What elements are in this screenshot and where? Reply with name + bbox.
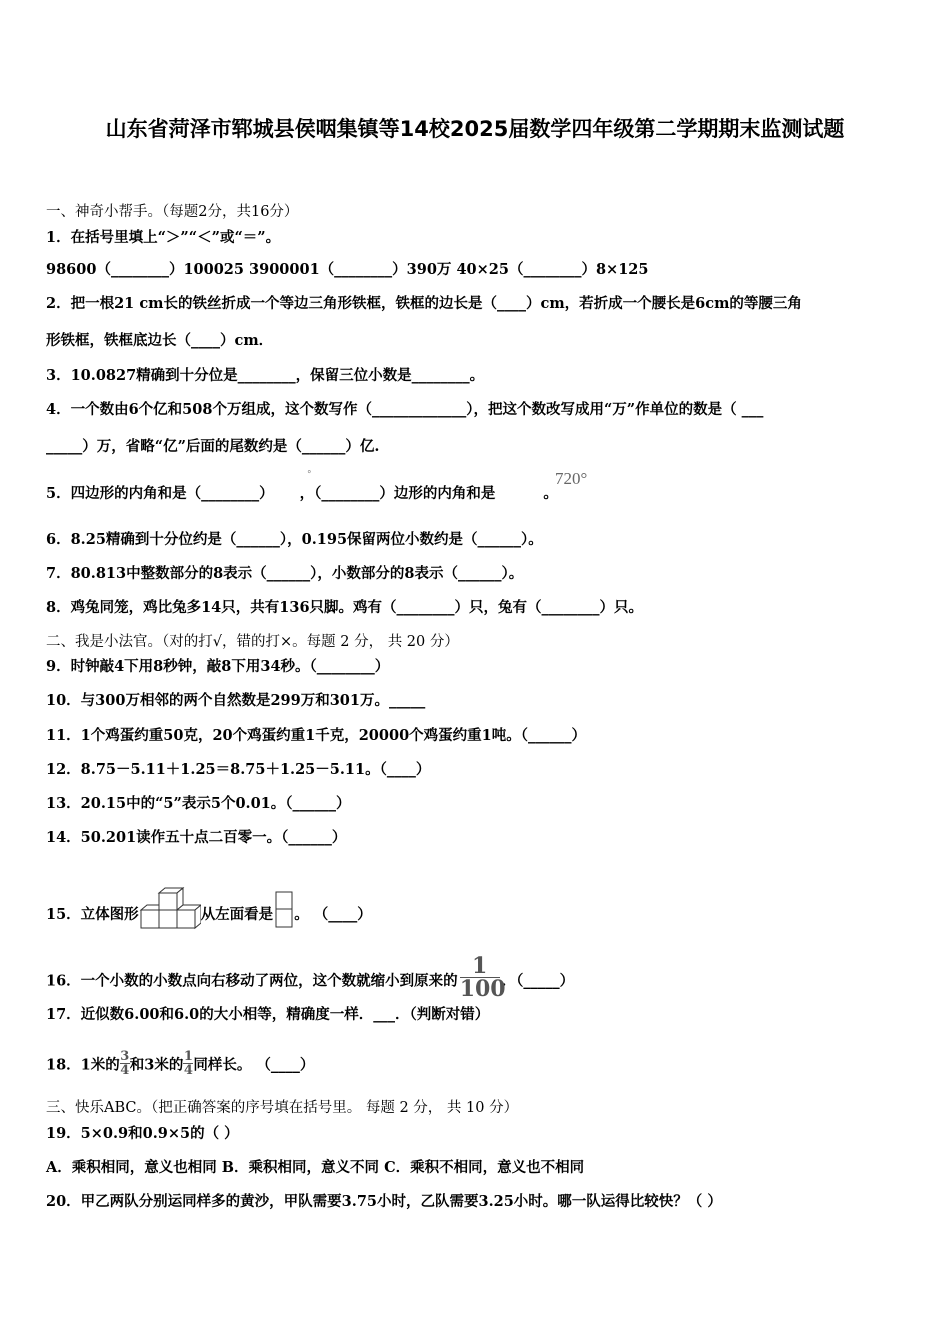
question-3: 3．10.0827精确到十分位是________，保留三位小数是________。 xyxy=(46,367,485,384)
question-18 xyxy=(46,1049,315,1079)
question-1-items: 98600（________）100025 3900001（________）390万 40×25（________）8×125 xyxy=(46,261,649,278)
left-view-figure xyxy=(274,891,294,929)
question-15 xyxy=(46,887,372,931)
question-2-line-2: 形铁框，铁框底边长（____）cm． xyxy=(46,332,274,349)
question-9: 9．时钟敲4下用8秒钟，敲8下用34秒。（________） xyxy=(46,658,390,675)
fraction-numerator: 1 xyxy=(183,1049,193,1064)
question-15-part-a: 15．立体图形 xyxy=(46,906,139,923)
question-5-part-b: ，（________）边形的内角和是 xyxy=(299,485,496,502)
question-14: 14．50.201读作五十点二百零一。（______） xyxy=(46,829,347,846)
fraction-denominator: 4 xyxy=(183,1063,193,1078)
question-13: 13．20.15中的“5”表示5个0.01。（______） xyxy=(46,795,351,812)
question-8: 8．鸡兔同笼，鸡比兔多14只，共有136只脚。鸡有（________）只，兔有（________）只。 xyxy=(46,599,644,616)
question-17: 17．近似数6.00和6.0的大小相等，精确度一样．___．（判断对错） xyxy=(46,1006,490,1023)
question-18-part-c: 同样长。 （____） xyxy=(193,1056,315,1074)
fraction-1-over-100 xyxy=(459,953,506,1002)
question-4-line-1: 4．一个数由6个亿和508个万组成，这个数写作（_____________），把这个数改写成用“万”作单位的数是（ ___ xyxy=(46,401,764,418)
question-16-part-a: 16．一个小数的小数点向右移动了两位，这个数就缩小到原来的 xyxy=(46,972,458,990)
question-5 xyxy=(46,484,558,504)
question-11: 11．1个鸡蛋约重50克，20个鸡蛋约重1千克，20000个鸡蛋约重1吨。（______） xyxy=(46,727,586,744)
question-7: 7．80.813中整数部分的8表示（______），小数部分的8表示（______）。 xyxy=(46,565,524,582)
question-18-part-a: 18．1米的 xyxy=(46,1056,120,1074)
fraction-3-over-4 xyxy=(120,1050,130,1077)
section-2-heading: 二、我是小法官。（对的打√，错的打×。每题 2 分， 共 20 分） xyxy=(46,634,459,650)
question-18-part-b: 和3米的 xyxy=(129,1056,184,1074)
question-19: 19．5×0.9和0.9×5的（ ） xyxy=(46,1125,239,1142)
question-16 xyxy=(46,953,575,1004)
question-16-part-b: ．（_____） xyxy=(501,972,575,990)
question-5-part-c: 。 xyxy=(543,485,558,502)
question-10: 10．与300万相邻的两个自然数是299万和301万。_____ xyxy=(46,692,426,709)
question-2-line-1: 2．把一根21 cm长的铁丝折成一个等边三角形铁框，铁框的边长是（____）cm，若折成一个腰长是6cm的等腰三角 xyxy=(46,295,802,312)
section-1-heading: 一、神奇小帮手。（每题2分，共16分） xyxy=(46,204,299,220)
fraction-denominator: 100 xyxy=(459,976,506,1002)
fraction-1-over-4 xyxy=(183,1050,193,1077)
section-3-heading: 三、快乐ABC。（把正确答案的序号填在括号里。 每题 2 分， 共 10 分） xyxy=(46,1100,519,1116)
angle-720-degrees: 720° xyxy=(555,469,588,488)
question-15-part-b: 从左面看是 xyxy=(200,906,274,923)
question-19-options: A．乘积相同，意义也相同 B．乘积相同，意义不同 C．乘积不相同，意义也不相同 xyxy=(46,1159,585,1176)
small-circle-mark: ° xyxy=(307,470,312,480)
question-1: 1．在括号里填上“＞”“＜”或“＝”。 xyxy=(46,229,281,246)
question-6: 6．8.25精确到十分位约是（______），0.195保留两位小数约是（______）。 xyxy=(46,531,543,548)
question-12: 12．8.75－5.11＋1.25＝8.75＋1.25－5.11。（____） xyxy=(46,761,431,778)
fraction-denominator: 4 xyxy=(120,1063,130,1078)
fraction-numerator: 1 xyxy=(472,953,488,979)
question-20: 20．甲乙两队分别运同样多的黄沙，甲队需要3.75小时，乙队需要3.25小时。哪一队运得比较快？（ ） xyxy=(46,1193,722,1210)
cube-solid-figure xyxy=(139,887,201,931)
question-5-part-a: 5．四边形的内角和是（________） xyxy=(46,485,274,502)
fraction-numerator: 3 xyxy=(120,1049,130,1064)
question-4-line-2: _____）万，省略“亿”后面的尾数约是（______）亿. xyxy=(46,438,380,455)
page-title: 山东省菏泽市郓城县侯咽集镇等14校2025届数学四年级第二学期期末监测试题 xyxy=(105,117,845,141)
question-15-part-c: 。 （____） xyxy=(294,906,372,923)
